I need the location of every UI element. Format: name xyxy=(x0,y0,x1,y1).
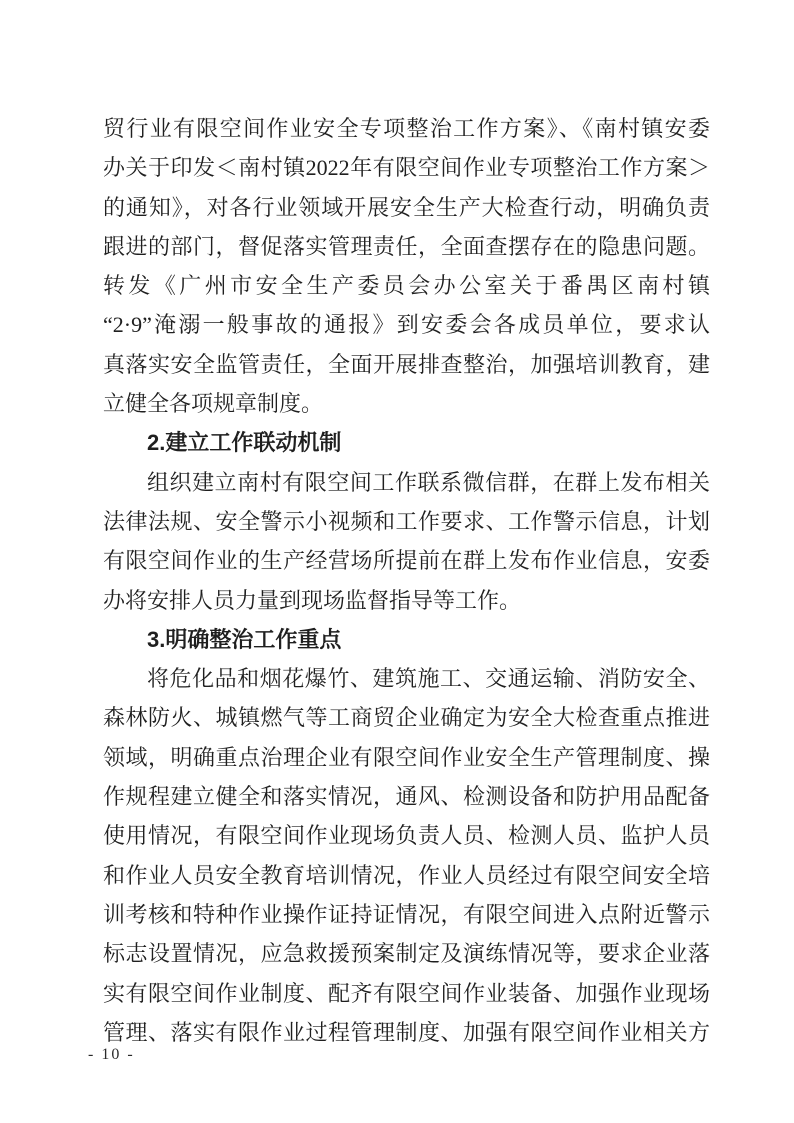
text-line: “2·9”淹溺一般事故的通报》到安委会各成员单位，要求认 xyxy=(103,312,710,338)
text-line: 法律法规、安全警示小视频和工作要求、工作警示信息，计划 xyxy=(103,508,710,534)
text-line: 办将安排人员力量到现场监督指导等工作。 xyxy=(103,587,522,613)
text-line: 森林防火、城镇燃气等工商贸企业确定为安全大检查重点推进 xyxy=(103,705,710,731)
text-line: 作规程建立健全和落实情况，通风、检测设备和防护用品配备 xyxy=(103,784,710,810)
section-heading: 3.明确整治工作重点 xyxy=(147,626,342,652)
text-line: 组织建立南村有限空间工作联系微信群，在群上发布相关 xyxy=(147,469,710,495)
text-line: 立健全各项规章制度。 xyxy=(103,391,324,417)
text-line: 使用情况，有限空间作业现场负责人员、检测人员、监护人员 xyxy=(103,823,710,849)
text-line: 领域，明确重点治理企业有限空间作业安全生产管理制度、操 xyxy=(103,744,710,770)
document-lines xyxy=(103,109,710,1052)
section-heading: 2.建立工作联动机制 xyxy=(147,430,342,456)
text-line: 标志设置情况，应急救援预案制定及演练情况等，要求企业落 xyxy=(103,941,710,967)
text-line: 和作业人员安全教育培训情况，作业人员经过有限空间安全培 xyxy=(103,862,710,888)
text-line: 真落实安全监管责任，全面开展排查整治，加强培训教育，建 xyxy=(103,351,710,377)
page-number: - 10 - xyxy=(88,1046,135,1063)
text-line: 办关于印发＜南村镇2022年有限空间作业专项整治工作方案＞ xyxy=(103,155,710,181)
text-line: 的通知》，对各行业领域开展安全生产大检查行动，明确负责 xyxy=(103,194,710,220)
text-line: 实有限空间作业制度、配齐有限空间作业装备、加强作业现场 xyxy=(103,980,710,1006)
text-line: 训考核和特种作业操作证持证情况，有限空间进入点附近警示 xyxy=(103,901,710,927)
text-line: 转发《广州市安全生产委员会办公室关于番禺区南村镇 xyxy=(103,273,710,299)
text-line: 管理、落实有限作业过程管理制度、加强有限空间作业相关方 xyxy=(103,1019,710,1045)
text-line: 跟进的部门，督促落实管理责任，全面查摆存在的隐患问题。 xyxy=(103,233,710,259)
text-line: 有限空间作业的生产经营场所提前在群上发布作业信息，安委 xyxy=(103,548,710,574)
text-line: 贸行业有限空间作业安全专项整治工作方案》、《南村镇安委 xyxy=(103,116,710,141)
text-line: 将危化品和烟花爆竹、建筑施工、交通运输、消防安全、 xyxy=(147,666,710,692)
